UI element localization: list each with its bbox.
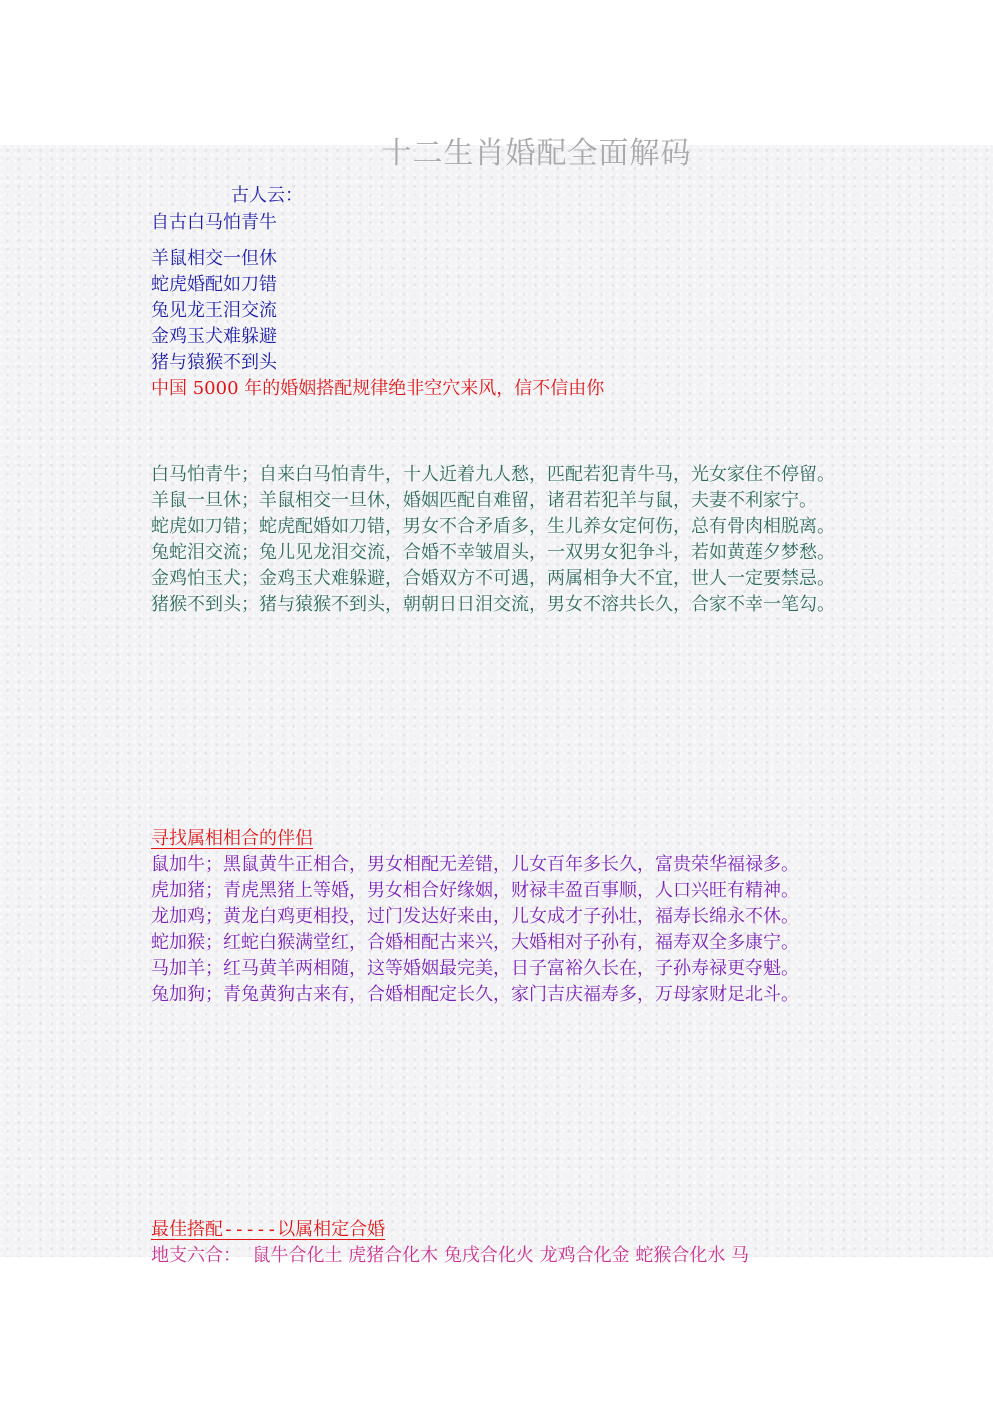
section-heading	[151, 1217, 841, 1243]
best-match-section	[151, 1217, 841, 1269]
heading-dashes: -----	[223, 1219, 278, 1240]
explanation-paragraph: 猪猴不到头；猪与猿猴不到头，朝朝日日泪交流，男女不溶共长久，合家不幸一笔勾。	[151, 594, 835, 615]
intro-line: 兔见龙王泪交流	[151, 300, 277, 321]
match-paragraph: 马加羊；红马黄羊两相随，这等婚姻最完美，日子富裕久长在，子孙寿禄更夺魁。	[151, 958, 799, 979]
intro-line: 羊鼠相交一但休	[151, 248, 277, 269]
explanations-block	[151, 462, 841, 618]
explanation-paragraph: 羊鼠一旦休；羊鼠相交一旦休，婚姻匹配自难留，诸君若犯羊与鼠，夫妻不利家宁。	[151, 490, 817, 511]
heading-part: 最佳搭配	[151, 1219, 223, 1240]
page-title: 十二生肖婚配全面解码	[381, 136, 692, 171]
intro-note: 中国 5000 年的婚姻搭配规律绝非空穴来风，信不信由你	[151, 378, 605, 399]
section-heading: 寻找属相相合的伴侣	[151, 828, 313, 849]
match-paragraph: 龙加鸡；黄龙白鸡更相投，过门发达好来由，儿女成才子孙壮，福寿长绵永不休。	[151, 906, 799, 927]
explanation-paragraph: 金鸡怕玉犬；金鸡玉犬难躲避，合婚双方不可遇，两属相争大不宜，世人一定要禁忌。	[151, 568, 835, 589]
intro-lead: 古人云：	[231, 185, 303, 206]
explanation-paragraph: 白马怕青牛；自来白马怕青牛，十人近着九人愁，匹配若犯青牛马，光女家住不停留。	[151, 464, 835, 485]
intro-block	[151, 183, 841, 402]
intro-line: 猪与猿猴不到头	[151, 352, 277, 373]
match-paragraph: 蛇加猴；红蛇白猴满堂红，合婚相配古来兴，大婚相对子孙有，福寿双全多康宁。	[151, 932, 799, 953]
match-paragraph: 鼠加牛；黑鼠黄牛正相合，男女相配无差错，儿女百年多长久，富贵荣华福禄多。	[151, 854, 799, 875]
explanation-paragraph: 蛇虎如刀错；蛇虎配婚如刀错，男女不合矛盾多，生儿养女定何伤，总有骨肉相脱离。	[151, 516, 835, 537]
match-paragraph: 虎加猪；青虎黑猪上等婚，男女相合好缘姻，财禄丰盈百事顺，人口兴旺有精神。	[151, 880, 799, 901]
compatible-section	[151, 826, 841, 1008]
intro-line: 蛇虎婚配如刀错	[151, 274, 277, 295]
intro-line: 自古白马怕青牛	[151, 212, 277, 233]
intro-line: 金鸡玉犬难躲避	[151, 326, 277, 347]
match-paragraph: 兔加狗；青兔黄狗古来有，合婚相配定长久，家门吉庆福寿多，万母家财足北斗。	[151, 984, 799, 1005]
six-harmony-line: 地支六合： 鼠牛合化土 虎猪合化木 兔戌合化火 龙鸡合化金 蛇猴合化水 马	[151, 1245, 750, 1266]
explanation-paragraph: 兔蛇泪交流；兔儿见龙泪交流，合婚不幸皱眉头，一双男女犯争斗，若如黄莲夕梦愁。	[151, 542, 835, 563]
heading-part: 以属相定合婚	[277, 1219, 386, 1240]
